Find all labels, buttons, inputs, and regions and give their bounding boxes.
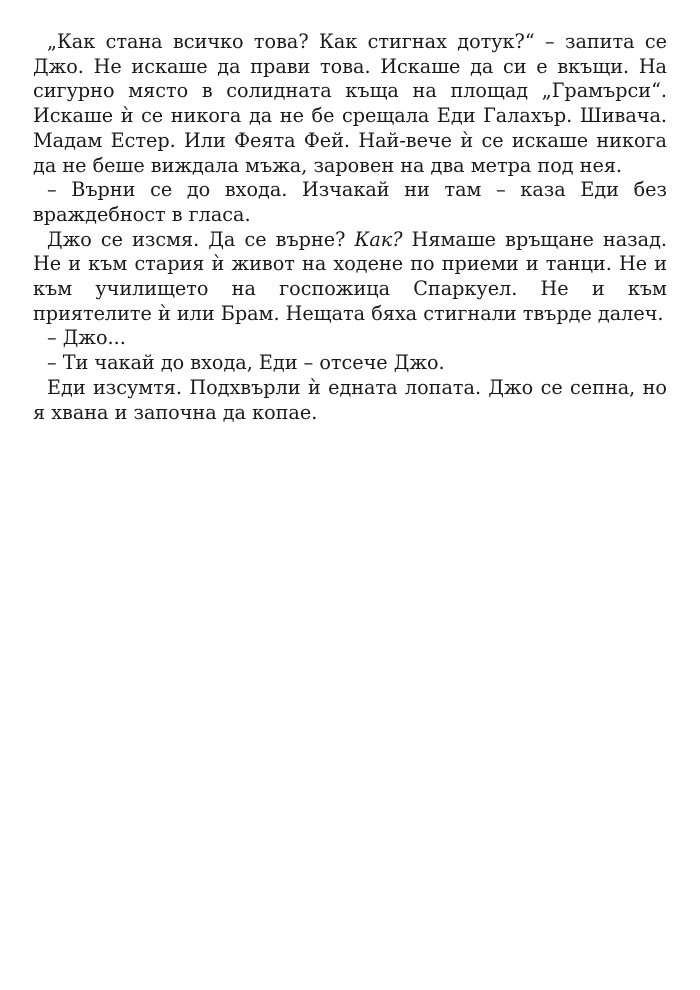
- paragraph-3-text-b: Нямаше връщане назад. Не и към стария ѝ живот на ходене по приеми и танци. Не и към училището на госпожица Спаркуел. Не и към приятелите ѝ или Брам. Нещата бяха стигнали твърде далеч.: [33, 227, 667, 325]
- paragraph-3-text-a: Джо се изсмя. Да се върне?: [47, 227, 355, 251]
- paragraph-5-text: – Ти чакай до входа, Еди – отсече Джо.: [47, 351, 445, 375]
- paragraph-3: [33, 228, 667, 327]
- paragraph-2: [33, 178, 667, 227]
- page-body: [33, 30, 667, 425]
- paragraph-3-italic: Как?: [354, 227, 403, 251]
- paragraph-6: [33, 376, 667, 425]
- paragraph-5: [33, 351, 667, 376]
- paragraph-1-text: „Как стана всичко това? Как стигнах дотук?“ – запита се Джо. Не искаше да прави това. Искаше да си е вкъщи. На сигурно място в солидната къща на площад „Грамърси“. Искаше ѝ се никога да не бе срещала Еди Галахър. Шивача. Мадам Естер. Или Феята Фей. Най-вече ѝ се искаше никога да не беше виждала мъжа, заровен на два метра под нея.: [33, 30, 667, 177]
- paragraph-6-text: Еди изсумтя. Подхвърли ѝ едната лопата. Джо се сепна, но я хвана и започна да копае.: [33, 375, 667, 424]
- paragraph-4: [33, 326, 667, 351]
- paragraph-2-text: – Върни се до входа. Изчакай ни там – каза Еди без враждебност в гласа.: [33, 178, 667, 226]
- paragraph-1: [33, 30, 667, 178]
- paragraph-4-text: – Джо...: [47, 326, 126, 350]
